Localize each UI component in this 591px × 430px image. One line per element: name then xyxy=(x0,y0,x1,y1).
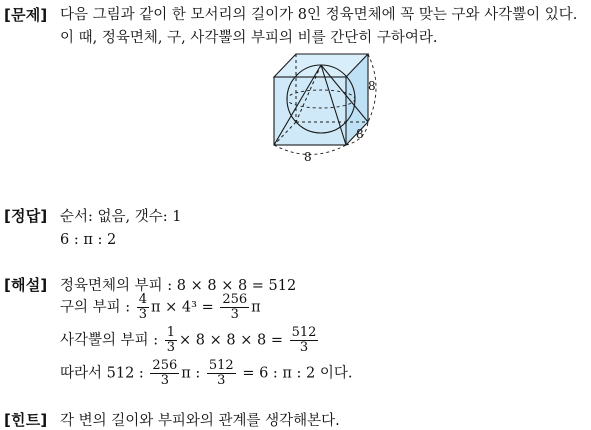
explanation-line-3: 사각뿔의 부피 : $\frac{1}{3}$ × 8 × 8 × 8 = $\frac{512}{3}$ xyxy=(60,325,317,355)
cube-sphere-pyramid-figure xyxy=(268,42,388,167)
fraction: $\frac{1}{3}$ xyxy=(166,325,176,355)
explanation-line-2: 구의 부피 : $\frac{4}{3}$ π × 4³ = $\frac{256}{3}$ π xyxy=(60,292,261,322)
answer-line-2: 6 : π : 2 xyxy=(60,232,117,248)
fraction: $\frac{256}{3}$ xyxy=(222,292,248,322)
label-depth: 8 xyxy=(356,127,364,141)
problem-line-1: 다음 그림과 같이 한 모서리의 길이가 8인 정육면체에 꼭 맞는 구와 사각뿔이 있다. xyxy=(60,7,578,23)
answer-line-1: 순서: 없음, 갯수: 1 xyxy=(60,209,182,225)
label-height: 8 xyxy=(368,79,376,93)
fraction: $\frac{4}{3}$ xyxy=(138,292,148,322)
hint-tag: [힌트] xyxy=(4,411,48,429)
explanation-line-1: 정육면체의 부피 : 8 × 8 × 8 = 512 xyxy=(60,278,297,294)
sphere-volume-label: 구의 부피 : xyxy=(60,299,131,316)
answer-tag: [정답] xyxy=(4,207,48,225)
problem-line-2: 이 때, 정육면체, 구, 사각뿔의 부피의 비를 간단히 구하여라. xyxy=(60,30,438,46)
pyramid-volume-label: 사각뿔의 부피 : xyxy=(60,332,159,349)
explanation-tag: [해설] xyxy=(4,276,48,294)
problem-tag: [문제] xyxy=(4,6,48,24)
hint-line-1: 각 변의 길이와 부피와의 관계를 생각해본다. xyxy=(60,413,340,429)
explanation-line-4: 따라서 512 : $\frac{256}{3}$ π : $\frac{512}{3}$ = 6 : π : 2 이다. xyxy=(60,358,353,388)
fraction: $\frac{256}{3}$ xyxy=(152,358,178,388)
fraction: $\frac{512}{3}$ xyxy=(291,325,317,355)
label-width: 8 xyxy=(304,150,312,164)
fraction: $\frac{512}{3}$ xyxy=(208,358,234,388)
